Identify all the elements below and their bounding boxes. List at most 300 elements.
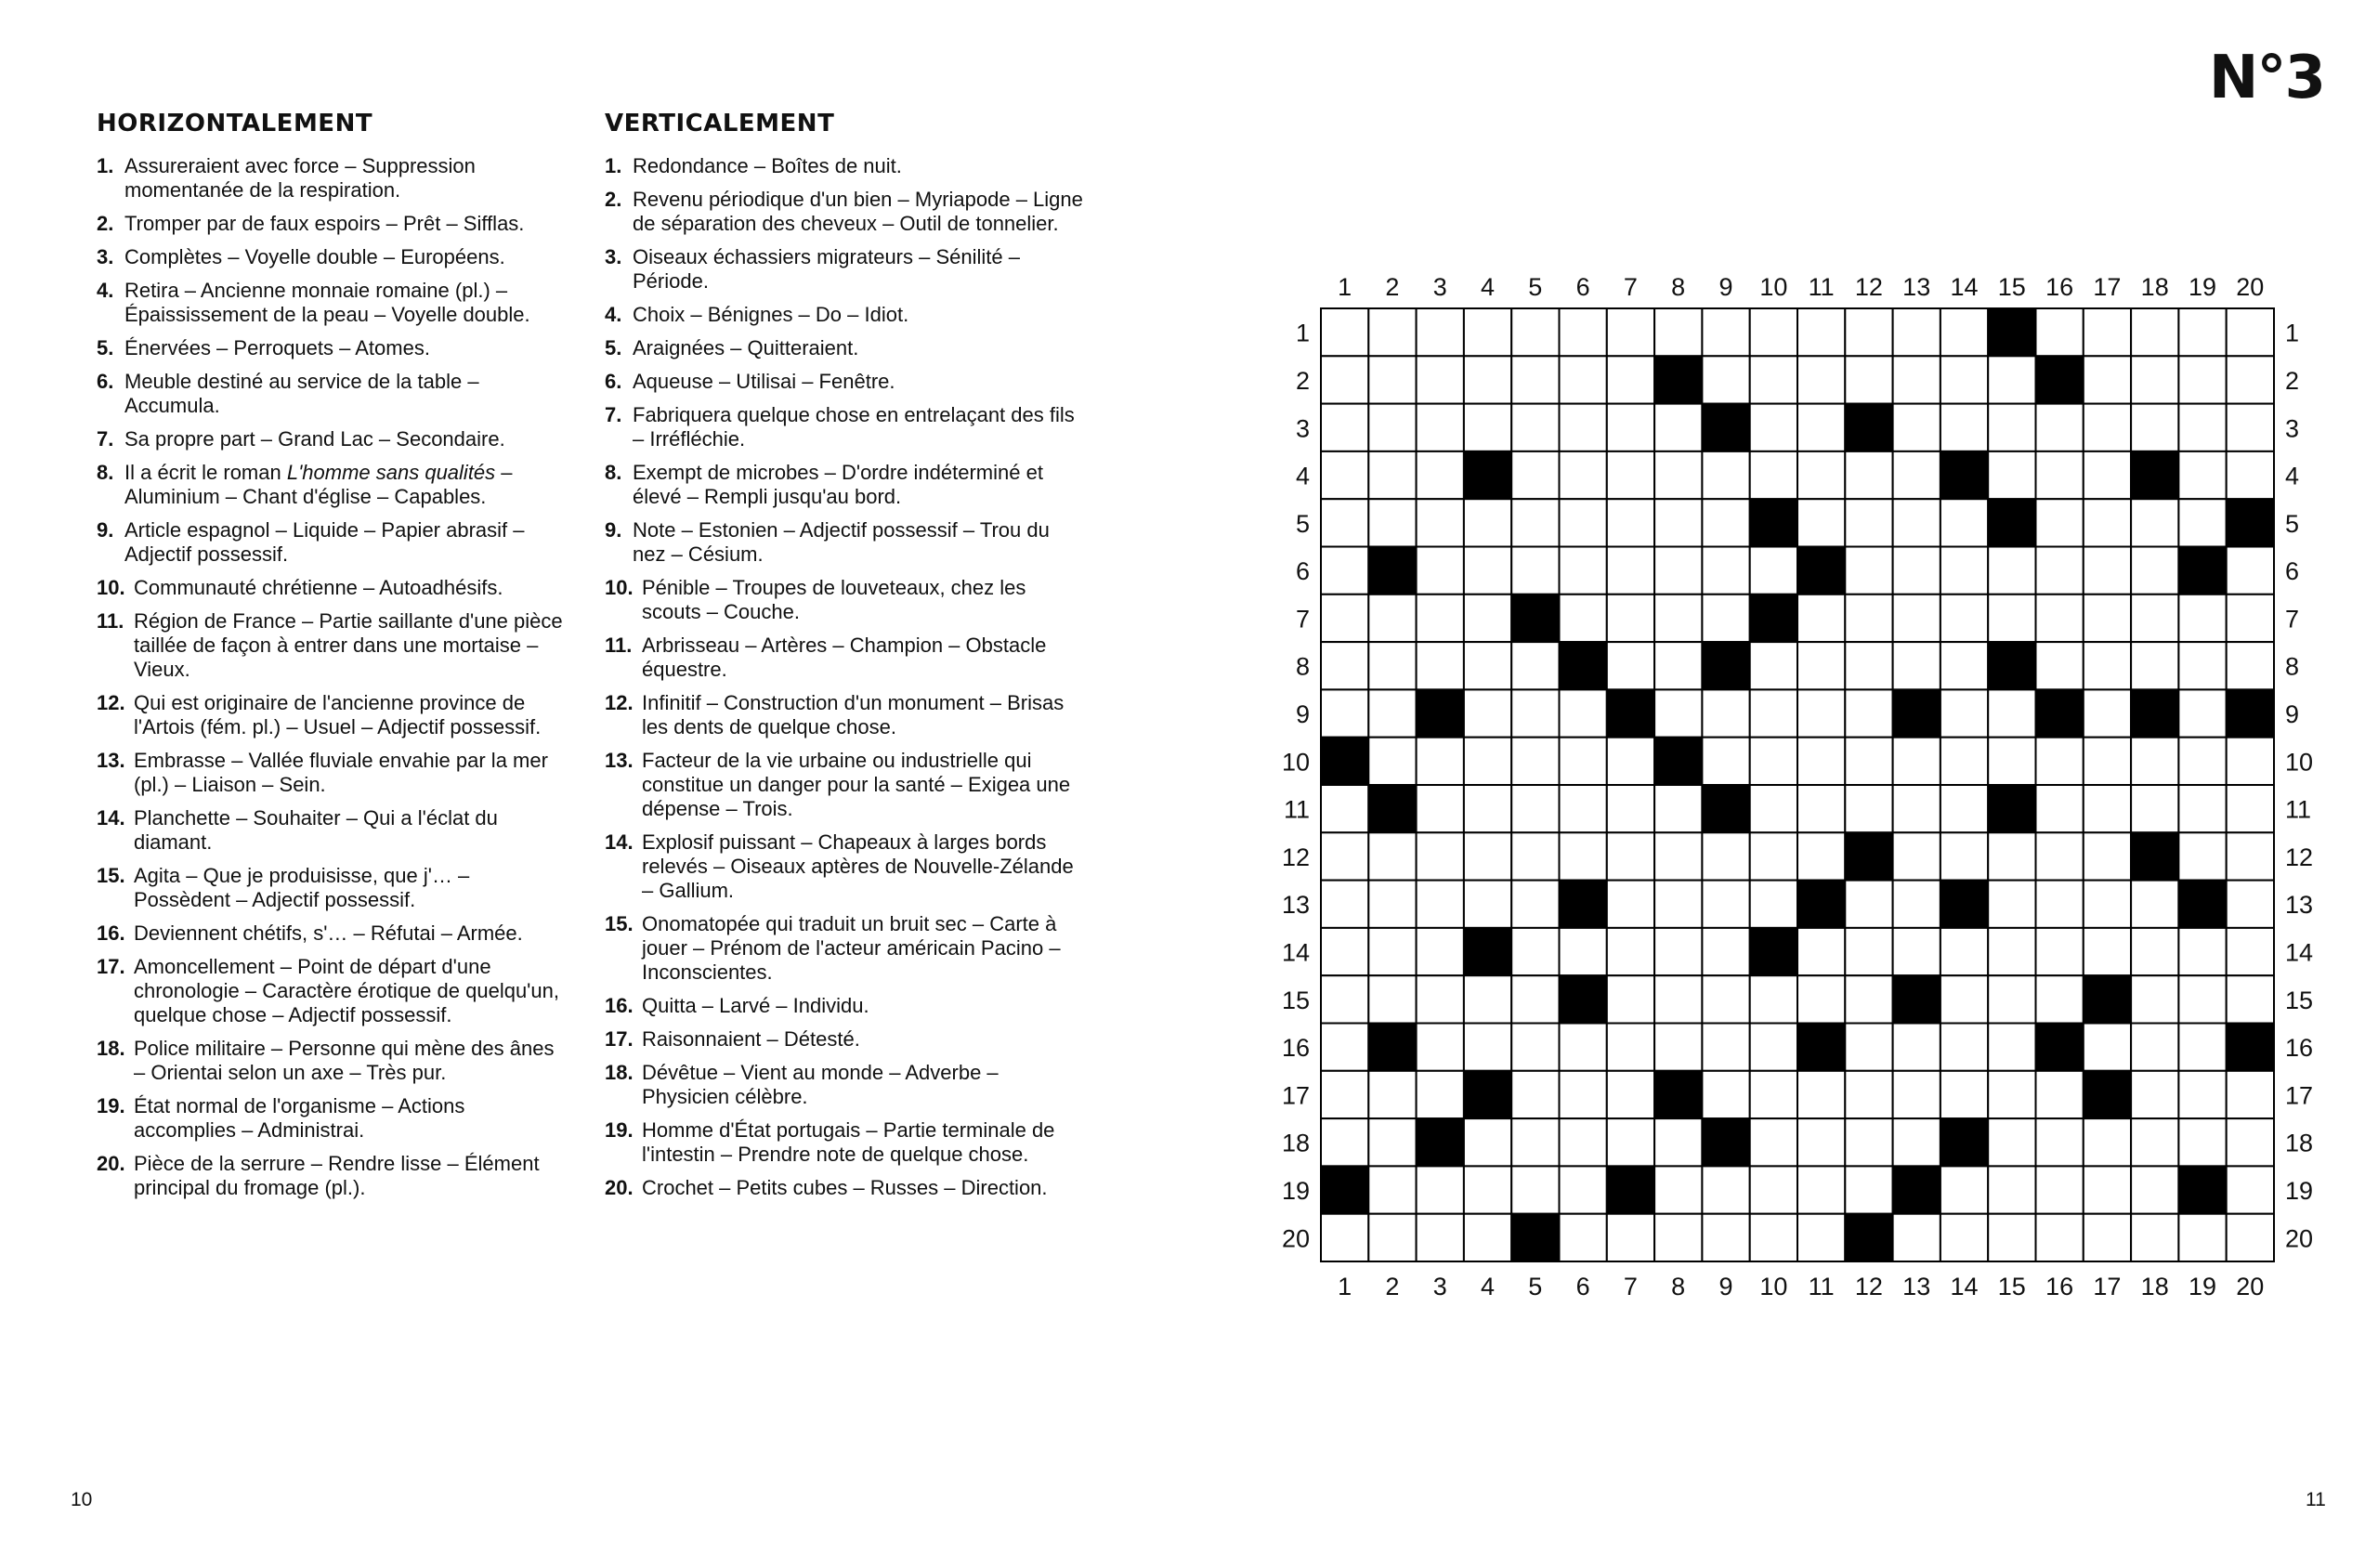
white-cell xyxy=(1797,928,1845,975)
black-cell xyxy=(1750,928,1797,975)
white-cell xyxy=(1702,928,1749,975)
white-cell xyxy=(1321,689,1368,737)
white-cell xyxy=(1893,785,1940,832)
white-cell xyxy=(1893,1071,1940,1118)
clue-text: Planchette – Souhaiter – Qui a l'éclat du diamant. xyxy=(134,806,498,854)
white-cell xyxy=(1417,595,1464,642)
white-cell xyxy=(1464,499,1511,546)
white-cell xyxy=(1750,738,1797,785)
white-cell xyxy=(1654,499,1702,546)
black-cell xyxy=(1940,881,1988,928)
white-cell xyxy=(1654,595,1702,642)
clue-number: 1. xyxy=(605,154,622,177)
page-number-right: 11 xyxy=(2306,1489,2326,1510)
white-cell xyxy=(1940,404,1988,451)
black-cell xyxy=(2036,356,2084,403)
black-cell xyxy=(2131,832,2178,880)
clue-text: Deviennent chétifs, s'… – Réfutai – Armée. xyxy=(134,921,523,945)
white-cell xyxy=(1560,1071,1607,1118)
white-cell xyxy=(2084,689,2131,737)
clue-text: Qui est originaire de l'ancienne province de l'Artois (fém. pl.) – Usuel – Adjectif possessif. xyxy=(134,691,542,738)
white-cell xyxy=(2131,928,2178,975)
white-cell xyxy=(1607,595,1654,642)
white-cell xyxy=(1321,404,1368,451)
clue-number: 16. xyxy=(97,921,125,945)
black-cell xyxy=(1417,1118,1464,1166)
white-cell xyxy=(1845,975,1892,1023)
white-cell xyxy=(1417,547,1464,595)
white-cell xyxy=(1797,404,1845,451)
white-cell xyxy=(1893,881,1940,928)
white-cell xyxy=(1893,404,1940,451)
white-cell xyxy=(1321,975,1368,1023)
black-cell xyxy=(1321,1166,1368,1213)
white-cell xyxy=(1797,642,1845,689)
black-cell xyxy=(2178,1166,2226,1213)
row-label-left: 4 xyxy=(1295,462,1310,490)
clue-text: Choix – Bénignes – Do – Idiot. xyxy=(633,303,909,326)
black-cell xyxy=(1797,1024,1845,1071)
white-cell xyxy=(2178,1214,2226,1261)
white-cell xyxy=(1654,1166,1702,1213)
row-label-left: 14 xyxy=(1281,938,1310,967)
white-cell xyxy=(1321,1024,1368,1071)
white-cell xyxy=(2178,928,2226,975)
row-label-left: 3 xyxy=(1295,414,1310,443)
white-cell xyxy=(1893,595,1940,642)
white-cell xyxy=(2227,404,2274,451)
white-cell xyxy=(1893,499,1940,546)
white-cell xyxy=(1464,832,1511,880)
white-cell xyxy=(1988,1118,2035,1166)
row-label-left: 16 xyxy=(1281,1034,1310,1063)
black-cell xyxy=(2178,547,2226,595)
white-cell xyxy=(1368,451,1416,499)
vertical-clue-8 xyxy=(605,461,1088,509)
white-cell xyxy=(2036,404,2084,451)
white-cell xyxy=(1940,975,1988,1023)
white-cell xyxy=(1750,881,1797,928)
white-cell xyxy=(1607,975,1654,1023)
row-label-right: 19 xyxy=(2285,1177,2314,1205)
white-cell xyxy=(2084,928,2131,975)
horizontal-clues-section xyxy=(97,111,570,1209)
column-label-bottom: 14 xyxy=(1950,1273,1979,1300)
white-cell xyxy=(2178,451,2226,499)
black-cell xyxy=(1607,1166,1654,1213)
white-cell xyxy=(1893,1214,1940,1261)
black-cell xyxy=(1845,832,1892,880)
column-label-bottom: 3 xyxy=(1432,1273,1447,1300)
column-label-bottom: 1 xyxy=(1338,1273,1352,1300)
white-cell xyxy=(1845,689,1892,737)
clue-text-part: – Aluminium – Chant d'église – Capables. xyxy=(124,461,513,508)
horizontal-clue-12 xyxy=(97,691,570,739)
white-cell xyxy=(1797,356,1845,403)
clue-number: 18. xyxy=(97,1037,125,1060)
row-label-left: 13 xyxy=(1281,891,1310,920)
white-cell xyxy=(1893,451,1940,499)
white-cell xyxy=(1845,928,1892,975)
white-cell xyxy=(2131,1118,2178,1166)
white-cell xyxy=(2036,499,2084,546)
clue-text: Article espagnol – Liquide – Papier abrasif – Adjectif possessif. xyxy=(124,518,525,566)
clue-number: 14. xyxy=(97,806,125,830)
white-cell xyxy=(1464,881,1511,928)
white-cell xyxy=(2036,785,2084,832)
clue-text: Complètes – Voyelle double – Européens. xyxy=(124,245,505,268)
black-cell xyxy=(2178,881,2226,928)
black-cell xyxy=(1464,451,1511,499)
column-label-top: 18 xyxy=(2140,273,2169,301)
clue-text: Araignées – Quitteraient. xyxy=(633,336,859,359)
white-cell xyxy=(1940,689,1988,737)
white-cell xyxy=(1988,1214,2035,1261)
white-cell xyxy=(1702,738,1749,785)
white-cell xyxy=(1417,451,1464,499)
white-cell xyxy=(1560,451,1607,499)
vertical-clue-5 xyxy=(605,336,1088,360)
white-cell xyxy=(1845,1118,1892,1166)
white-cell xyxy=(1368,975,1416,1023)
white-cell xyxy=(1368,1166,1416,1213)
black-cell xyxy=(1321,738,1368,785)
white-cell xyxy=(1511,1118,1559,1166)
white-cell xyxy=(2084,1166,2131,1213)
white-cell xyxy=(1607,642,1654,689)
clue-text: Fabriquera quelque chose en entrelaçant des fils – Irréfléchie. xyxy=(633,403,1075,451)
white-cell xyxy=(2084,1024,2131,1071)
white-cell xyxy=(1988,547,2035,595)
white-cell xyxy=(2178,642,2226,689)
vertical-clue-15 xyxy=(605,912,1088,985)
white-cell xyxy=(1464,1214,1511,1261)
white-cell xyxy=(1988,832,2035,880)
white-cell xyxy=(1845,881,1892,928)
row-label-left: 1 xyxy=(1295,319,1310,347)
clue-number: 11. xyxy=(605,634,633,657)
row-label-left: 18 xyxy=(1281,1129,1310,1157)
column-label-bottom: 12 xyxy=(1854,1273,1883,1300)
row-label-left: 2 xyxy=(1295,366,1310,395)
row-label-left: 11 xyxy=(1283,795,1310,824)
white-cell xyxy=(1511,881,1559,928)
white-cell xyxy=(1940,356,1988,403)
white-cell xyxy=(1464,689,1511,737)
clue-number: 7. xyxy=(605,403,622,426)
row-label-right: 3 xyxy=(2285,414,2300,443)
white-cell xyxy=(1464,642,1511,689)
white-cell xyxy=(1321,547,1368,595)
column-label-top: 12 xyxy=(1854,273,1883,301)
white-cell xyxy=(1702,1214,1749,1261)
vertical-clue-11 xyxy=(605,634,1088,682)
horizontal-clue-1 xyxy=(97,154,570,203)
white-cell xyxy=(1750,1024,1797,1071)
white-cell xyxy=(1368,308,1416,356)
black-cell xyxy=(1845,404,1892,451)
white-cell xyxy=(1797,499,1845,546)
white-cell xyxy=(2084,881,2131,928)
clue-text: Pièce de la serrure – Rendre lisse – Élément principal du fromage (pl.). xyxy=(134,1152,540,1199)
white-cell xyxy=(1511,1024,1559,1071)
white-cell xyxy=(1321,1214,1368,1261)
column-label-top: 16 xyxy=(2045,273,2074,301)
row-label-left: 5 xyxy=(1295,509,1310,538)
white-cell xyxy=(2084,738,2131,785)
white-cell xyxy=(1750,547,1797,595)
white-cell xyxy=(1702,1071,1749,1118)
white-cell xyxy=(1750,1118,1797,1166)
white-cell xyxy=(1464,975,1511,1023)
white-cell xyxy=(1607,1024,1654,1071)
white-cell xyxy=(2084,308,2131,356)
column-label-top: 14 xyxy=(1950,273,1979,301)
clue-text: Amoncellement – Point de départ d'une chronologie – Caractère érotique de quelqu'un, quelque chose – Adjectif possessif. xyxy=(134,955,559,1026)
white-cell xyxy=(1845,738,1892,785)
clue-text: Revenu périodique d'un bien – Myriapode – Ligne de séparation des cheveux – Outil de tonnelier. xyxy=(633,188,1083,235)
clue-text: Oiseaux échassiers migrateurs – Sénilité – Période. xyxy=(633,245,1020,293)
white-cell xyxy=(2227,928,2274,975)
white-cell xyxy=(2178,595,2226,642)
white-cell xyxy=(1321,451,1368,499)
row-label-right: 7 xyxy=(2285,605,2300,634)
white-cell xyxy=(2131,1024,2178,1071)
black-cell xyxy=(2036,689,2084,737)
white-cell xyxy=(1845,308,1892,356)
clue-number: 12. xyxy=(97,691,125,714)
horizontal-clue-2 xyxy=(97,212,570,236)
clue-text: Exempt de microbes – D'ordre indéterminé et élevé – Rempli jusqu'au bord. xyxy=(633,461,1043,508)
book-title: L'homme sans qualités xyxy=(286,461,496,484)
clue-number: 4. xyxy=(605,303,622,326)
horizontal-clue-3 xyxy=(97,245,570,269)
white-cell xyxy=(1845,785,1892,832)
white-cell xyxy=(1464,547,1511,595)
clue-text: Retira – Ancienne monnaie romaine (pl.) – Épaississement de la peau – Voyelle double. xyxy=(124,279,530,326)
black-cell xyxy=(1511,595,1559,642)
white-cell xyxy=(2036,928,2084,975)
white-cell xyxy=(1988,689,2035,737)
horizontal-clue-13 xyxy=(97,749,570,797)
horizontal-clue-20 xyxy=(97,1152,570,1200)
white-cell xyxy=(1560,738,1607,785)
clue-text: Raisonnaient – Détesté. xyxy=(642,1027,860,1051)
white-cell xyxy=(1797,1118,1845,1166)
white-cell xyxy=(1940,308,1988,356)
white-cell xyxy=(1893,738,1940,785)
row-label-left: 9 xyxy=(1295,700,1310,728)
white-cell xyxy=(2131,308,2178,356)
clue-text: Dévêtue – Vient au monde – Adverbe – Physicien célèbre. xyxy=(642,1061,999,1108)
black-cell xyxy=(2131,689,2178,737)
clue-number: 11. xyxy=(97,609,124,633)
black-cell xyxy=(1797,881,1845,928)
white-cell xyxy=(1560,356,1607,403)
clue-number: 15. xyxy=(97,864,125,887)
white-cell xyxy=(1607,738,1654,785)
clue-number: 3. xyxy=(97,245,114,268)
clue-number: 15. xyxy=(605,912,634,935)
clue-number: 10. xyxy=(605,576,634,599)
column-label-bottom: 17 xyxy=(2093,1273,2122,1300)
white-cell xyxy=(1702,308,1749,356)
white-cell xyxy=(1940,642,1988,689)
clue-text: Communauté chrétienne – Autoadhésifs. xyxy=(134,576,503,599)
white-cell xyxy=(1464,1118,1511,1166)
white-cell xyxy=(1702,356,1749,403)
crossword-grid xyxy=(1273,269,2369,1328)
horizontal-clue-5 xyxy=(97,336,570,360)
white-cell xyxy=(1702,881,1749,928)
row-label-left: 8 xyxy=(1295,652,1310,681)
row-label-right: 1 xyxy=(2285,319,2300,347)
vertical-clue-14 xyxy=(605,830,1088,903)
white-cell xyxy=(1750,451,1797,499)
horizontal-clue-18 xyxy=(97,1037,570,1085)
white-cell xyxy=(1321,356,1368,403)
black-cell xyxy=(1560,642,1607,689)
white-cell xyxy=(1560,928,1607,975)
white-cell xyxy=(1321,881,1368,928)
white-cell xyxy=(1988,1166,2035,1213)
white-cell xyxy=(1511,689,1559,737)
vertical-clue-list xyxy=(605,154,1088,1200)
white-cell xyxy=(1750,1214,1797,1261)
page-number-left: 10 xyxy=(71,1489,93,1510)
white-cell xyxy=(1845,356,1892,403)
white-cell xyxy=(2084,404,2131,451)
column-label-top: 19 xyxy=(2188,273,2217,301)
white-cell xyxy=(1607,832,1654,880)
horizontal-clue-11 xyxy=(97,609,570,682)
white-cell xyxy=(2178,1071,2226,1118)
crossword-grid-svg xyxy=(1273,269,2369,1328)
black-cell xyxy=(1988,642,2035,689)
white-cell xyxy=(1940,785,1988,832)
white-cell xyxy=(1368,1071,1416,1118)
white-cell xyxy=(1417,785,1464,832)
row-label-right: 17 xyxy=(2285,1081,2314,1110)
column-label-bottom: 18 xyxy=(2140,1273,2169,1300)
white-cell xyxy=(2178,1024,2226,1071)
clue-text: État normal de l'organisme – Actions accomplies – Administrai. xyxy=(134,1094,465,1142)
black-cell xyxy=(2084,1071,2131,1118)
vertical-clue-17 xyxy=(605,1027,1088,1052)
white-cell xyxy=(2131,785,2178,832)
white-cell xyxy=(2131,404,2178,451)
white-cell xyxy=(1368,499,1416,546)
white-cell xyxy=(1607,404,1654,451)
clue-number: 12. xyxy=(605,691,634,714)
white-cell xyxy=(1702,832,1749,880)
white-cell xyxy=(1654,832,1702,880)
row-label-left: 6 xyxy=(1295,557,1310,586)
white-cell xyxy=(1321,832,1368,880)
clue-number: 2. xyxy=(97,212,114,235)
column-label-top: 11 xyxy=(1808,273,1835,301)
white-cell xyxy=(1654,1214,1702,1261)
row-label-left: 19 xyxy=(1281,1177,1310,1205)
black-cell xyxy=(1464,1071,1511,1118)
black-cell xyxy=(1511,1214,1559,1261)
white-cell xyxy=(1654,689,1702,737)
horizontal-clue-10 xyxy=(97,576,570,600)
black-cell xyxy=(2227,689,2274,737)
white-cell xyxy=(1368,1214,1416,1261)
column-label-bottom: 9 xyxy=(1718,1273,1733,1300)
white-cell xyxy=(2227,1118,2274,1166)
white-cell xyxy=(1893,642,1940,689)
white-cell xyxy=(1654,451,1702,499)
horizontal-clue-15 xyxy=(97,864,570,912)
white-cell xyxy=(1845,642,1892,689)
black-cell xyxy=(1607,689,1654,737)
black-cell xyxy=(1797,547,1845,595)
white-cell xyxy=(1368,928,1416,975)
white-cell xyxy=(1511,975,1559,1023)
horizontal-heading: HORIZONTALEMENT xyxy=(97,110,373,137)
column-label-top: 13 xyxy=(1902,273,1931,301)
row-label-right: 2 xyxy=(2285,366,2300,395)
white-cell xyxy=(1417,356,1464,403)
white-cell xyxy=(2227,785,2274,832)
clue-text: Redondance – Boîtes de nuit. xyxy=(633,154,902,177)
clue-text: Meuble destiné au service de la table – Accumula. xyxy=(124,370,479,417)
white-cell xyxy=(1797,785,1845,832)
white-cell xyxy=(1750,689,1797,737)
column-label-bottom: 11 xyxy=(1808,1273,1835,1300)
white-cell xyxy=(1560,1118,1607,1166)
white-cell xyxy=(1893,356,1940,403)
white-cell xyxy=(2178,975,2226,1023)
black-cell xyxy=(2036,1024,2084,1071)
horizontal-clue-7 xyxy=(97,427,570,451)
clue-number: 2. xyxy=(605,188,622,211)
white-cell xyxy=(1417,1024,1464,1071)
white-cell xyxy=(1560,404,1607,451)
white-cell xyxy=(1750,1071,1797,1118)
white-cell xyxy=(1417,975,1464,1023)
white-cell xyxy=(1464,738,1511,785)
row-label-right: 9 xyxy=(2285,700,2300,728)
white-cell xyxy=(1560,1214,1607,1261)
white-cell xyxy=(2131,595,2178,642)
column-label-top: 3 xyxy=(1432,273,1447,301)
row-label-left: 17 xyxy=(1281,1081,1310,1110)
white-cell xyxy=(1417,404,1464,451)
white-cell xyxy=(1988,928,2035,975)
vertical-clue-19 xyxy=(605,1118,1088,1167)
clue-number: 17. xyxy=(605,1027,634,1051)
column-label-top: 2 xyxy=(1385,273,1400,301)
black-cell xyxy=(1893,1166,1940,1213)
white-cell xyxy=(2131,1071,2178,1118)
clue-number: 20. xyxy=(97,1152,125,1175)
white-cell xyxy=(1988,595,2035,642)
column-label-bottom: 8 xyxy=(1671,1273,1686,1300)
column-label-bottom: 20 xyxy=(2236,1273,2265,1300)
white-cell xyxy=(1417,499,1464,546)
white-cell xyxy=(2227,356,2274,403)
white-cell xyxy=(1417,1166,1464,1213)
white-cell xyxy=(1845,595,1892,642)
vertical-clue-1 xyxy=(605,154,1088,178)
white-cell xyxy=(1511,308,1559,356)
white-cell xyxy=(2227,832,2274,880)
column-label-bottom: 7 xyxy=(1623,1273,1638,1300)
black-cell xyxy=(1654,738,1702,785)
